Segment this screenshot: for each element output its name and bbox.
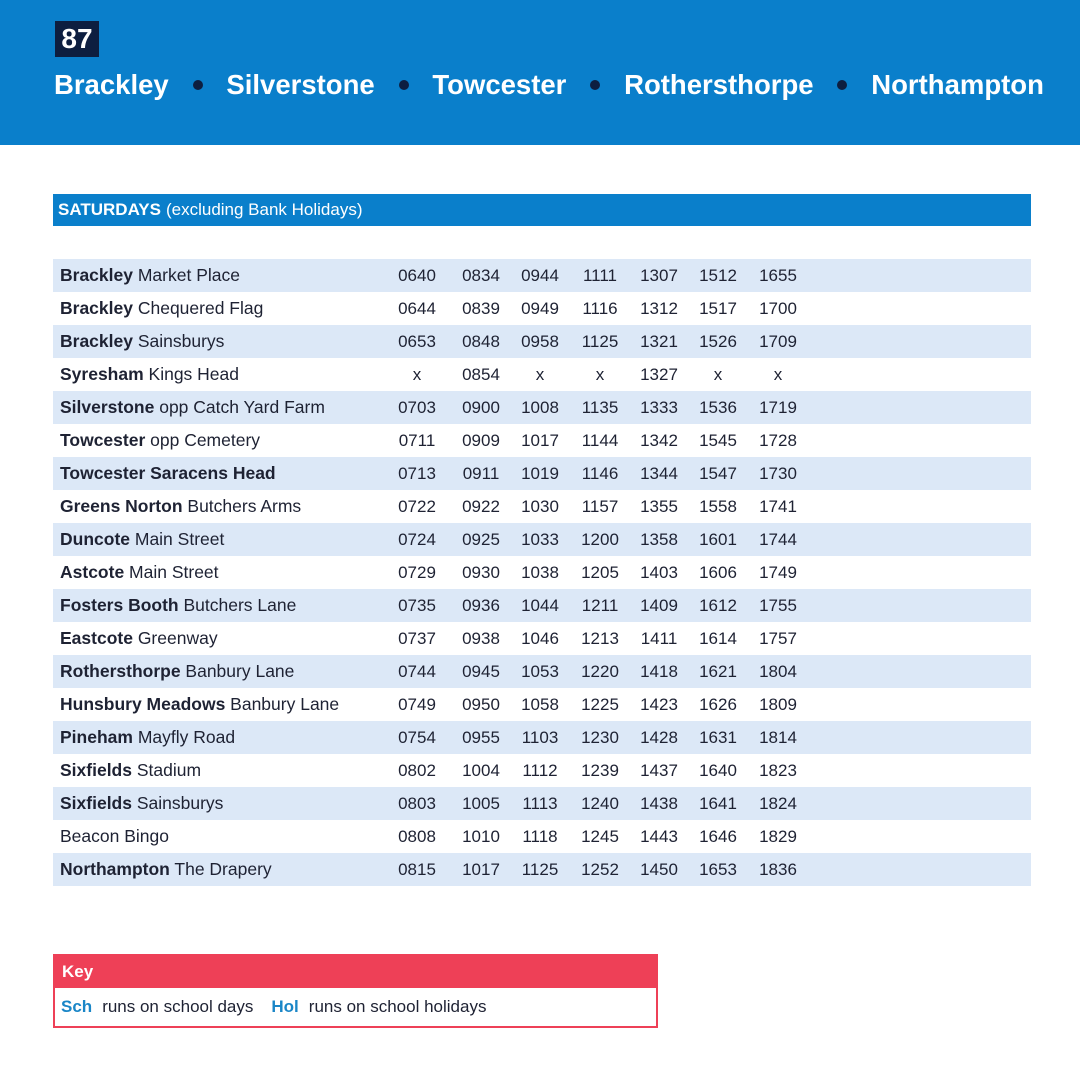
- departure-time: 1103: [521, 727, 559, 747]
- departure-time: 1116: [582, 298, 618, 318]
- departure-time: 1653: [699, 859, 737, 879]
- stop-name: [53, 628, 391, 649]
- stop-name: [53, 595, 391, 616]
- stop-locality: Brackley: [60, 298, 133, 318]
- timetable-row: [53, 259, 1031, 292]
- stop-locality: Hunsbury Meadows: [60, 694, 226, 714]
- place-towcester: Towcester: [432, 69, 567, 100]
- departure-time: 1621: [699, 661, 737, 681]
- departure-time: 1728: [759, 430, 797, 450]
- departure-times: [391, 721, 1031, 754]
- departure-time: 1700: [759, 298, 797, 318]
- departure-times: [391, 754, 1031, 787]
- departure-times: [391, 688, 1031, 721]
- departure-times: [391, 589, 1031, 622]
- departure-time: 0724: [398, 529, 436, 549]
- departure-time: 0911: [462, 463, 500, 483]
- departure-time: 0922: [462, 496, 500, 516]
- departure-time: 0848: [462, 331, 500, 351]
- departure-time: 1125: [581, 331, 619, 351]
- departure-time: 1757: [759, 628, 797, 648]
- departure-time: 1135: [581, 397, 619, 417]
- stop-location: Beacon Bingo: [60, 826, 169, 846]
- departure-time: 1409: [640, 595, 678, 615]
- departure-time: x: [535, 364, 545, 384]
- stop-name: [53, 529, 391, 550]
- departure-time: 1053: [521, 661, 559, 681]
- departure-time: 0955: [462, 727, 500, 747]
- key-title: Key: [55, 956, 656, 988]
- departure-time: 0944: [521, 265, 559, 285]
- departure-time: 1312: [640, 298, 678, 318]
- departure-time: 1205: [581, 562, 619, 582]
- departure-time: 1200: [581, 529, 619, 549]
- departure-time: 1640: [699, 760, 737, 780]
- departure-time: 1005: [462, 793, 500, 813]
- stop-locality: Pineham: [60, 727, 133, 747]
- departure-time: 0834: [462, 265, 500, 285]
- stop-name: [53, 826, 391, 847]
- departure-time: 1342: [640, 430, 678, 450]
- departure-time: 0653: [398, 331, 436, 351]
- departure-time: 1046: [521, 628, 559, 648]
- departure-time: 1411: [640, 628, 678, 648]
- departure-time: 1211: [581, 595, 619, 615]
- departure-time: 1428: [640, 727, 678, 747]
- departure-time: 1641: [699, 793, 737, 813]
- departure-time: 1741: [759, 496, 797, 516]
- route-number-badge: 87: [55, 21, 99, 57]
- departure-time: 1749: [759, 562, 797, 582]
- stop-location: Butchers Arms: [182, 496, 302, 516]
- timetable-row: [53, 655, 1031, 688]
- departure-time: 0644: [398, 298, 436, 318]
- departure-time: 1719: [759, 397, 797, 417]
- departure-time: 1614: [699, 628, 737, 648]
- departure-time: 1438: [640, 793, 678, 813]
- stop-locality: Towcester: [60, 430, 146, 450]
- stop-locality: Duncote: [60, 529, 130, 549]
- stop-name: [53, 298, 391, 319]
- departure-time: 0640: [398, 265, 436, 285]
- timetable-row: [53, 358, 1031, 391]
- departure-time: 1239: [581, 760, 619, 780]
- departure-time: 0802: [398, 760, 436, 780]
- departure-time: 1111: [582, 265, 618, 285]
- departure-time: 0713: [398, 463, 436, 483]
- departure-time: 1144: [581, 430, 619, 450]
- departure-time: 0744: [398, 661, 436, 681]
- place-rothersthorpe: Rothersthorpe: [624, 69, 814, 100]
- key-box: [53, 954, 658, 1028]
- departure-times: [391, 358, 1031, 391]
- departure-time: 0729: [398, 562, 436, 582]
- timetable-row: [53, 787, 1031, 820]
- departure-times: [391, 523, 1031, 556]
- departure-time: 0803: [398, 793, 436, 813]
- departure-times: [391, 325, 1031, 358]
- departure-time: 0735: [398, 595, 436, 615]
- departure-time: 0808: [398, 826, 436, 846]
- stop-location: Sainsburys: [132, 331, 225, 351]
- departure-time: 1536: [699, 397, 737, 417]
- departure-times: [391, 490, 1031, 523]
- departure-time: 1146: [581, 463, 619, 483]
- departure-time: 1631: [699, 727, 737, 747]
- stop-locality: Eastcote: [60, 628, 133, 648]
- timetable-row: [53, 490, 1031, 523]
- departure-time: 1804: [759, 661, 797, 681]
- departure-time: x: [773, 364, 783, 384]
- departure-time: 1545: [699, 430, 737, 450]
- departure-time: 1213: [581, 628, 619, 648]
- stop-name: [53, 430, 391, 451]
- stop-locality: Silverstone: [60, 397, 155, 417]
- departure-time: 0909: [462, 430, 500, 450]
- departure-time: 0949: [521, 298, 559, 318]
- timetable-row: [53, 589, 1031, 622]
- timetable-row: [53, 853, 1031, 886]
- stop-name: [53, 364, 391, 385]
- key-text-hol: runs on school holidays: [308, 997, 487, 1016]
- stop-location: opp Cemetery: [145, 430, 261, 450]
- departure-time: 1004: [462, 760, 500, 780]
- departure-time: 1017: [462, 859, 500, 879]
- stop-location: Greenway: [132, 628, 218, 648]
- departure-time: 1655: [759, 265, 797, 285]
- day-type-bar: [53, 194, 1031, 226]
- departure-times: [391, 655, 1031, 688]
- route-header: [0, 0, 1080, 145]
- departure-time: 1017: [521, 430, 559, 450]
- stop-locality: Rothersthorpe: [60, 661, 181, 681]
- departure-time: 1355: [640, 496, 678, 516]
- stop-name: [53, 463, 391, 484]
- departure-time: 1450: [640, 859, 678, 879]
- stop-location: Mayfly Road: [132, 727, 236, 747]
- departure-time: 1030: [521, 496, 559, 516]
- departure-time: 1730: [759, 463, 797, 483]
- day-type-label: SATURDAYS: [58, 200, 161, 219]
- departure-time: 1755: [759, 595, 797, 615]
- departure-time: 1526: [699, 331, 737, 351]
- bullet-dot-icon: [837, 80, 847, 90]
- departure-time: 0854: [462, 364, 500, 384]
- stop-name: [53, 727, 391, 748]
- timetable-row: [53, 523, 1031, 556]
- stop-locality: Brackley: [60, 265, 133, 285]
- stop-location: Main Street: [130, 529, 225, 549]
- departure-time: 1125: [521, 859, 559, 879]
- departure-time: 1321: [640, 331, 678, 351]
- departure-time: x: [412, 364, 422, 384]
- departure-time: 1558: [699, 496, 737, 516]
- departure-time: 1423: [640, 694, 678, 714]
- departure-times: [391, 853, 1031, 886]
- departure-time: 1038: [521, 562, 559, 582]
- timetable: [53, 259, 1031, 886]
- departure-time: 1443: [640, 826, 678, 846]
- timetable-row: [53, 457, 1031, 490]
- timetable-row: [53, 754, 1031, 787]
- departure-time: 1113: [522, 793, 558, 813]
- stop-name: [53, 760, 391, 781]
- departure-time: 1112: [522, 760, 558, 780]
- departure-times: [391, 424, 1031, 457]
- day-type-note: (excluding Bank Holidays): [165, 200, 363, 219]
- departure-time: 0749: [398, 694, 436, 714]
- stop-location: Chequered Flag: [132, 298, 264, 318]
- departure-time: 1814: [759, 727, 797, 747]
- departure-time: 1824: [759, 793, 797, 813]
- departure-time: 1220: [581, 661, 619, 681]
- departure-times: [391, 391, 1031, 424]
- bullet-dot-icon: [399, 80, 409, 90]
- departure-time: 1240: [581, 793, 619, 813]
- stop-name: [53, 331, 391, 352]
- departure-time: 0815: [398, 859, 436, 879]
- departure-time: 0950: [462, 694, 500, 714]
- stop-locality: Brackley: [60, 331, 133, 351]
- departure-time: 1437: [640, 760, 678, 780]
- departure-times: [391, 622, 1031, 655]
- stop-locality: Sixfields: [60, 760, 132, 780]
- departure-times: [391, 787, 1031, 820]
- departure-time: 1823: [759, 760, 797, 780]
- key-text-sch: runs on school days: [102, 997, 254, 1016]
- timetable-row: [53, 391, 1031, 424]
- departure-time: 1327: [640, 364, 678, 384]
- stop-location: Butchers Lane: [178, 595, 297, 615]
- departure-time: 1809: [759, 694, 797, 714]
- departure-time: 1612: [699, 595, 737, 615]
- place-silverstone: Silverstone: [226, 69, 375, 100]
- departure-time: 1744: [759, 529, 797, 549]
- stop-locality: Towcester Saracens Head: [60, 463, 276, 483]
- departure-time: 1517: [699, 298, 737, 318]
- timetable-row: [53, 688, 1031, 721]
- departure-time: 1252: [581, 859, 619, 879]
- departure-time: 1646: [699, 826, 737, 846]
- key-code-sch: Sch: [61, 997, 93, 1016]
- place-brackley: Brackley: [54, 69, 169, 100]
- key-code-hol: Hol: [271, 997, 299, 1016]
- departure-time: 0930: [462, 562, 500, 582]
- departure-time: 1358: [640, 529, 678, 549]
- route-places: [54, 63, 1044, 107]
- departure-time: 0711: [398, 430, 436, 450]
- stop-locality: Astcote: [60, 562, 125, 582]
- departure-time: 0925: [462, 529, 500, 549]
- stop-name: [53, 793, 391, 814]
- departure-time: 0945: [462, 661, 500, 681]
- departure-time: 1836: [759, 859, 797, 879]
- departure-time: 1512: [699, 265, 737, 285]
- timetable-row: [53, 556, 1031, 589]
- stop-locality: Northampton: [60, 859, 170, 879]
- stop-location: Banbury Lane: [180, 661, 295, 681]
- departure-times: [391, 457, 1031, 490]
- departure-time: 1008: [521, 397, 559, 417]
- departure-time: 1547: [699, 463, 737, 483]
- departure-time: 1044: [521, 595, 559, 615]
- stop-location: Stadium: [131, 760, 202, 780]
- stop-location: opp Catch Yard Farm: [154, 397, 325, 417]
- departure-time: 0938: [462, 628, 500, 648]
- departure-time: 0958: [521, 331, 559, 351]
- timetable-row: [53, 325, 1031, 358]
- departure-time: 1601: [699, 529, 737, 549]
- bullet-dot-icon: [590, 80, 600, 90]
- departure-time: x: [595, 364, 605, 384]
- departure-time: x: [713, 364, 723, 384]
- timetable-row: [53, 292, 1031, 325]
- departure-time: 1606: [699, 562, 737, 582]
- stop-location: Main Street: [124, 562, 219, 582]
- departure-time: 1118: [522, 826, 558, 846]
- departure-time: 1307: [640, 265, 678, 285]
- stop-location: The Drapery: [169, 859, 272, 879]
- departure-time: 1019: [521, 463, 559, 483]
- stop-name: [53, 694, 391, 715]
- timetable-row: [53, 622, 1031, 655]
- departure-time: 1418: [640, 661, 678, 681]
- departure-time: 1157: [581, 496, 619, 516]
- stop-locality: Greens Norton: [60, 496, 183, 516]
- departure-time: 0737: [398, 628, 436, 648]
- stop-location: Kings Head: [143, 364, 240, 384]
- departure-times: [391, 292, 1031, 325]
- departure-time: 1058: [521, 694, 559, 714]
- departure-time: 0754: [398, 727, 436, 747]
- departure-time: 1033: [521, 529, 559, 549]
- stop-name: [53, 661, 391, 682]
- departure-time: 0936: [462, 595, 500, 615]
- departure-time: 1403: [640, 562, 678, 582]
- stop-name: [53, 397, 391, 418]
- bullet-dot-icon: [193, 80, 203, 90]
- departure-time: 1344: [640, 463, 678, 483]
- place-northampton: Northampton: [871, 69, 1044, 100]
- stop-locality: Fosters Booth: [60, 595, 179, 615]
- departure-time: 0900: [462, 397, 500, 417]
- departure-times: [391, 259, 1031, 292]
- stop-location: Banbury Lane: [225, 694, 340, 714]
- departure-time: 0703: [398, 397, 436, 417]
- stop-name: [53, 562, 391, 583]
- timetable-row: [53, 721, 1031, 754]
- timetable-row: [53, 820, 1031, 853]
- departure-time: 1626: [699, 694, 737, 714]
- departure-time: 0839: [462, 298, 500, 318]
- departure-time: 1230: [581, 727, 619, 747]
- stop-locality: Syresham: [60, 364, 144, 384]
- stop-location: Sainsburys: [131, 793, 224, 813]
- departure-times: [391, 820, 1031, 853]
- timetable-row: [53, 424, 1031, 457]
- departure-time: 1333: [640, 397, 678, 417]
- stop-name: [53, 496, 391, 517]
- departure-time: 0722: [398, 496, 436, 516]
- key-body: [55, 988, 656, 1026]
- departure-time: 1245: [581, 826, 619, 846]
- departure-time: 1709: [759, 331, 797, 351]
- departure-times: [391, 556, 1031, 589]
- stop-location: Market Place: [132, 265, 240, 285]
- departure-time: 1010: [462, 826, 500, 846]
- departure-time: 1225: [581, 694, 619, 714]
- stop-name: [53, 265, 391, 286]
- stop-locality: Sixfields: [60, 793, 132, 813]
- stop-name: [53, 859, 391, 880]
- departure-time: 1829: [759, 826, 797, 846]
